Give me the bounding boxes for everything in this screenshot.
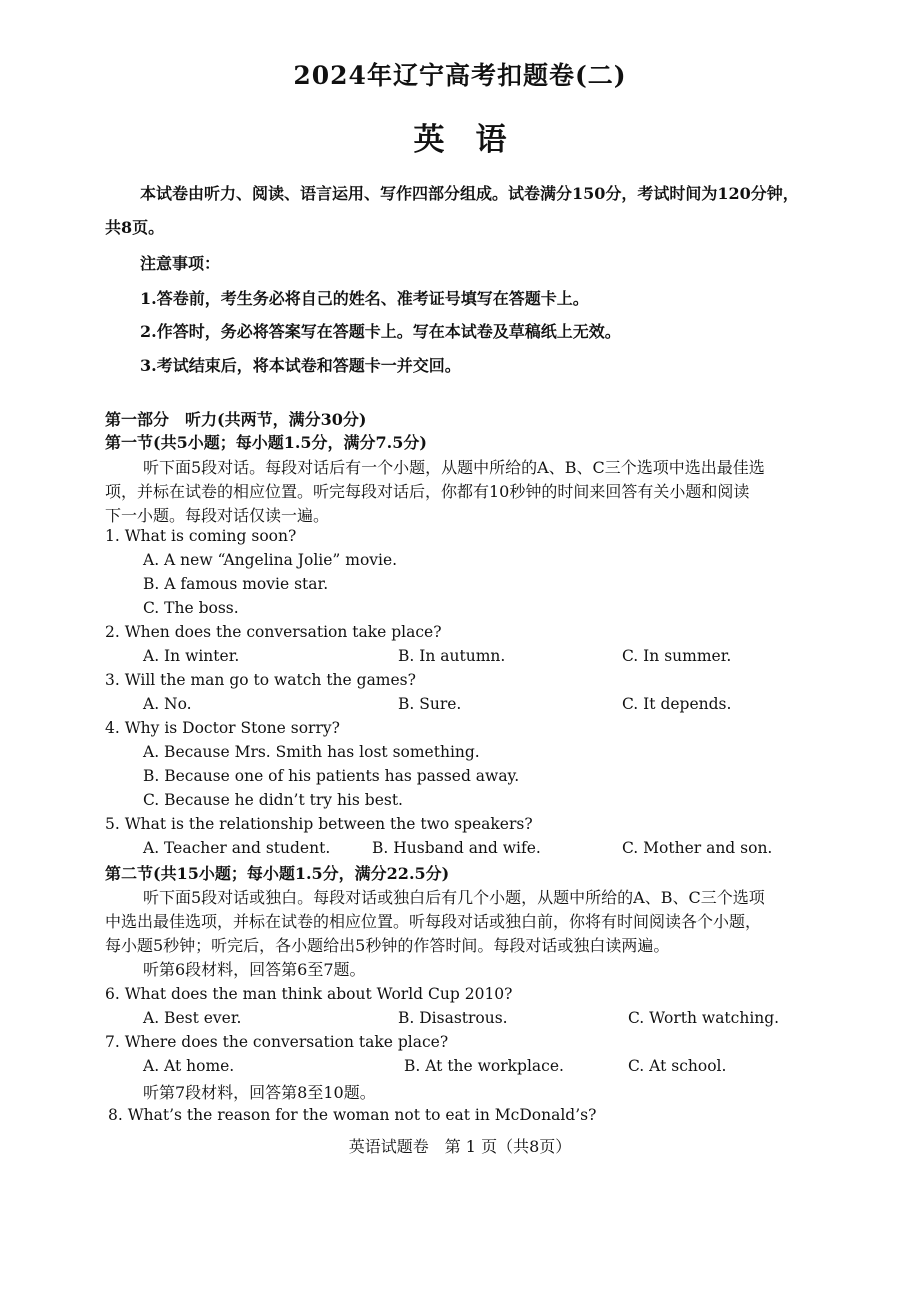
option-5a: A. Teacher and student. — [143, 839, 331, 857]
exam-title: 2024年辽宁高考扣题卷(二) — [293, 61, 627, 90]
question-6: 6. What does the man think about World Cup 2010? — [105, 985, 513, 1003]
option-1b: B. A famous movie star. — [143, 575, 329, 593]
section2-instruction: 每小题5秒钟；听完后，各小题给出5秒钟的作答时间。每段对话或独白读两遍。 — [105, 936, 670, 955]
option-6c: C. Worth watching. — [628, 1009, 780, 1027]
section2-heading: 第二节(共15小题；每小题1.5分，满分22.5分) — [105, 864, 450, 883]
option-2a: A. In winter. — [143, 647, 240, 665]
question-4: 4. Why is Doctor Stone sorry? — [105, 719, 340, 737]
section2-instruction: 中选出最佳选项，并标在试卷的相应位置。听每段对话或独白前，你将有时间阅读各个小题， — [105, 912, 762, 931]
intro-line-1: 本试卷由听力、阅读、语言运用、写作四部分组成。试卷满分150分，考试时间为120分钟， — [140, 184, 799, 203]
section1-instruction: 下一小题。每段对话仅读一遍。 — [105, 506, 330, 525]
notice-item: 2.作答时，务必将答案写在答题卡上。写在本试卷及草稿纸上无效。 — [140, 322, 621, 341]
material-6-note: 听第6段材料，回答第6至7题。 — [143, 960, 366, 979]
notice-item: 1.答卷前，考生务必将自己的姓名、准考证号填写在答题卡上。 — [140, 289, 589, 308]
notice-heading: 注意事项： — [140, 254, 221, 273]
option-4c: C. Because he didn’t try his best. — [143, 791, 403, 809]
section1-instruction: 项，并标在试卷的相应位置。听完每段对话后，你都有10秒钟的时间来回答有关小题和阅读 — [105, 482, 750, 501]
question-2: 2. When does the conversation take place? — [105, 623, 442, 641]
option-6a: A. Best ever. — [143, 1009, 242, 1027]
option-7c: C. At school. — [628, 1057, 727, 1075]
option-5c: C. Mother and son. — [622, 839, 773, 857]
option-4b: B. Because one of his patients has passed away. — [143, 767, 520, 785]
section1-instruction: 听下面5段对话。每段对话后有一个小题，从题中所给的A、B、C三个选项中选出最佳选 — [143, 458, 765, 477]
question-7: 7. Where does the conversation take place? — [105, 1033, 449, 1051]
option-3a: A. No. — [143, 695, 192, 713]
option-3c: C. It depends. — [622, 695, 732, 713]
page-footer: 英语试题卷 第 1 页（共8页） — [348, 1137, 572, 1156]
option-1c: C. The boss. — [143, 599, 239, 617]
option-2c: C. In summer. — [622, 647, 732, 665]
question-1: 1. What is coming soon? — [105, 527, 297, 545]
option-1a: A. A new “Angelina Jolie” movie. — [143, 551, 398, 569]
part1-heading: 第一部分 听力(共两节，满分30分) — [105, 410, 367, 429]
material-7-note: 听第7段材料，回答第8至10题。 — [143, 1083, 376, 1102]
question-5: 5. What is the relationship between the two speakers? — [105, 815, 533, 833]
option-4a: A. Because Mrs. Smith has lost something. — [143, 743, 480, 761]
notice-item: 3.考试结束后，将本试卷和答题卡一并交回。 — [140, 356, 461, 375]
option-5b: B. Husband and wife. — [372, 839, 541, 857]
section1-heading: 第一节(共5小题；每小题1.5分，满分7.5分) — [105, 433, 427, 452]
option-2b: B. In autumn. — [398, 647, 506, 665]
option-6b: B. Disastrous. — [398, 1009, 508, 1027]
subject-title: 英 语 — [413, 122, 507, 158]
option-7b: B. At the workplace. — [404, 1057, 564, 1075]
question-8: 8. What’s the reason for the woman not to eat in McDonald’s? — [108, 1106, 597, 1124]
option-3b: B. Sure. — [398, 695, 462, 713]
question-3: 3. Will the man go to watch the games? — [105, 671, 416, 689]
option-7a: A. At home. — [143, 1057, 235, 1075]
section2-instruction: 听下面5段对话或独白。每段对话或独白后有几个小题，从题中所给的A、B、C三个选项 — [143, 888, 765, 907]
intro-line-2: 共8页。 — [105, 218, 165, 237]
